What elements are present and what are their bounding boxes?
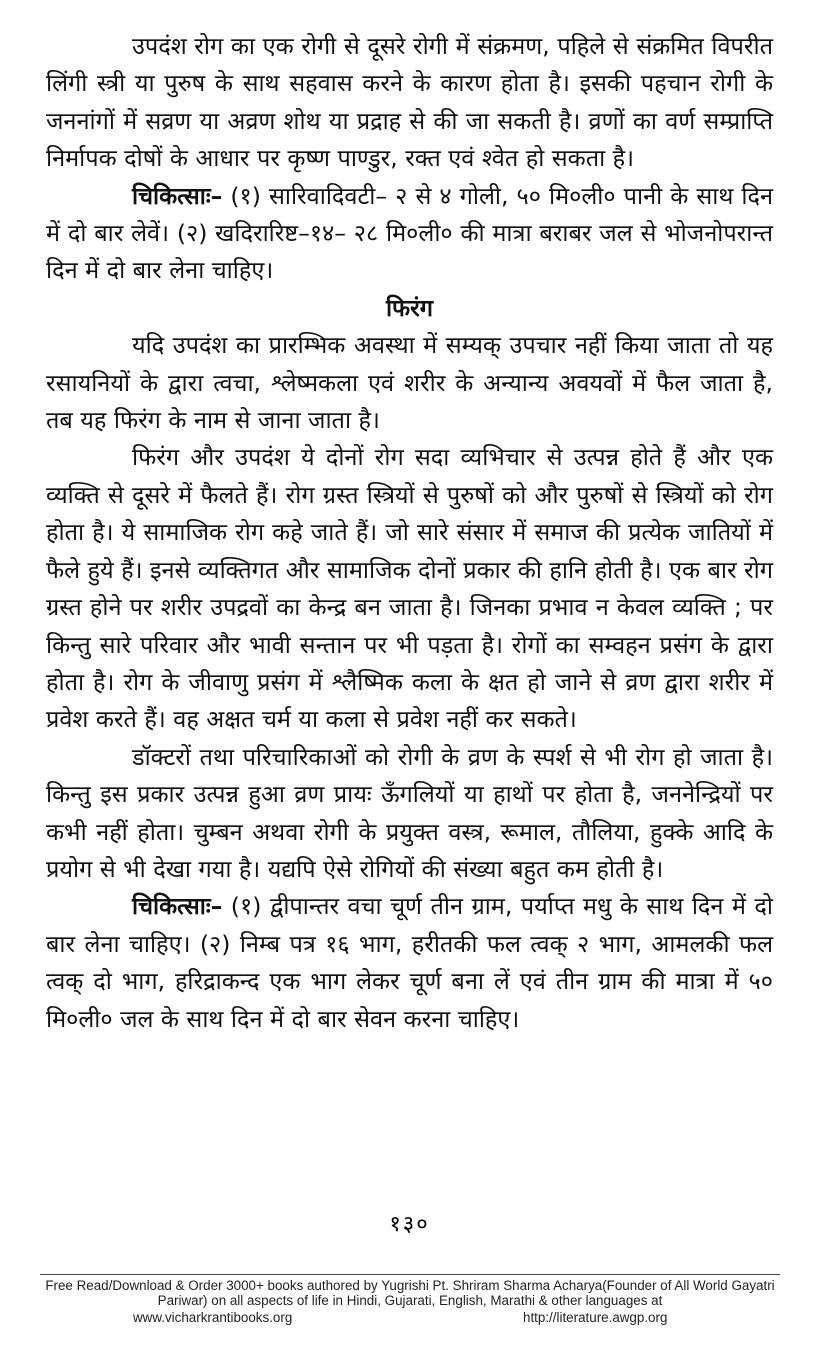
treatment-text: (१) सारिवादिवटी– २ से ४ गोली, ५० मि०ली० पानी के साथ दिन में दो बार लेवें। (२) खदिरारिष्ट–१४– २८ मि०ली० की मात्रा बराबर जल से भोजनोपरान्त दिन में दो बार लेना चाहिए। <box>46 181 773 285</box>
footer-divider <box>40 1274 780 1275</box>
footer-link-awgp[interactable]: http://literature.awgp.org <box>523 1310 668 1325</box>
treatment-text: (१) द्वीपान्तर वचा चूर्ण तीन ग्राम, पर्याप्त मधु के साथ दिन में दो बार लेना चाहिए। (२) निम्ब पत्र १६ भाग, हरीतकी फल त्वक् २ भाग, आमलकी फल त्वक् दो भाग, हरिद्राकन्द एक भाग लेकर चूर्ण बना लें एवं तीन ग्राम की मात्रा में ५० मि०ली० जल के साथ दिन में दो बार सेवन करना चाहिए। <box>46 892 773 1033</box>
footer-text: Free Read/Download & Order 3000+ books authored by Yugrishi Pt. Shriram Sharma Acharya(Founder of All World Gayatri Pariwar) on all aspects of life in Hindi, Gujarati, English, Marathi & other languages at <box>45 1278 775 1308</box>
treatment-label: चिकित्साः– <box>132 181 223 210</box>
page-number: १३० <box>389 1211 430 1236</box>
paragraph-firang-spread: फिरंग और उपदंश ये दोनों रोग सदा व्यभिचार से उत्पन्न होते हैं और एक व्यक्ति से दूसरे में फैलते हैं। रोग ग्रस्त स्त्रियों से पुरुषों को और पुरुषों से स्त्रियों को रोग होता है। ये सामाजिक रोग कहे जाते हैं। जो सारे संसार में समाज की प्रत्येक जातियों में फैले हुये हैं। इनसे व्यक्तिगत और सामाजिक दोनों प्रकार की हानि होती है। एक बार रोग ग्रस्त होने पर शरीर उपद्रवों का केन्द्र बन जाता है। जिनका प्रभाव न केवल व्यक्ति ; पर किन्तु सारे परिवार और भावी सन्तान पर भी पड़ता है। रोगों का सम्वहन प्रसंग के द्वारा होता है। रोग के जीवाणु प्रसंग में श्लैष्मिक कला के क्षत हो जाने से व्रण द्वारा शरीर में प्रवेश करते हैं। वह अक्षत चर्म या कला से प्रवेश नहीं कर सकते। <box>46 443 773 734</box>
treatment-label: चिकित्साः– <box>132 892 223 921</box>
paragraph-firang-contact: डॉक्टरों तथा परिचारिकाओं को रोगी के व्रण के स्पर्श से भी रोग हो जाता है। किन्तु इस प्रकार उत्पन्न हुआ व्रण प्रायः ऊँगलियों या हाथों पर होता है, जननेन्द्रियों पर कभी नहीं होता। चुम्बन अथवा रोगी के प्रयुक्त वस्त्र, रूमाल, तौलिया, हुक्के आदि के प्रयोग से भी देखा गया है। यद्यपि ऐसे रोगियों की संख्या बहुत कम होती है। <box>46 742 773 883</box>
footer-link-vicharkranti[interactable]: www.vicharkrantibooks.org <box>133 1310 293 1325</box>
section-heading-firang: फिरंग <box>385 293 434 322</box>
paragraph-upadansh-treatment <box>46 178 773 290</box>
paragraph-upadansh-intro: उपदंश रोग का एक रोगी से दूसरे रोगी में संक्रमण, पहिले से संक्रमित विपरीत लिंगी स्त्री या पुरुष के साथ सहवास करने के कारण होता है। इसकी पहचान रोगी के जननांगों में सव्रण या अव्रण शोथ या प्रद्राह से की जा सकती है। व्रणों का वर्ण सम्प्राप्ति निर्मापक दोषों के आधार पर कृष्ण पाण्डुर, रक्त एवं श्वेत हो सकता है। <box>46 32 773 173</box>
paragraph-firang-intro: यदि उपदंश का प्रारम्भिक अवस्था में सम्यक् उपचार नहीं किया जाता तो यह रसायनियों के द्वारा त्वचा, श्लेष्मकला एवं शरीर के अन्यान्य अवयवों में फैल जाता है, तब यह फिरंग के नाम से जाना जाता है। <box>46 331 773 435</box>
paragraph-firang-treatment <box>46 888 773 1038</box>
